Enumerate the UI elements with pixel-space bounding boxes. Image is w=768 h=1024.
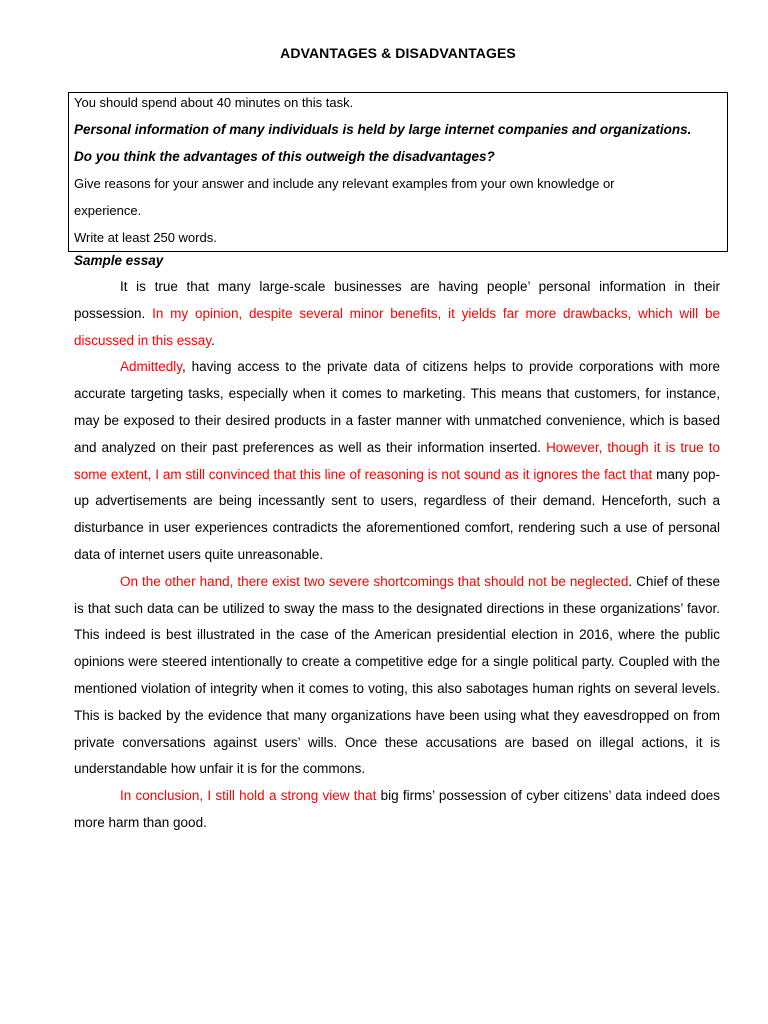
essay-highlight: Admittedly xyxy=(120,359,183,375)
task-instruction-line-2: experience. xyxy=(74,203,142,218)
essay-text: , having access to the private data of citizens helps to provide corporations with more accurate targeting tasks, especially when it comes to marketing. This means that customers, for instance, may be exposed to their desired products in a faster manner with unmatched convenience, which is based and analyzed on their past preferences as well as their information inserted. xyxy=(74,359,720,455)
task-word-count: Write at least 250 words. xyxy=(74,230,217,245)
task-prompt-question: Do you think the advantages of this outweigh the disadvantages? xyxy=(74,149,495,164)
essay-paragraph-conclusion xyxy=(74,783,720,837)
essay-highlight: In conclusion, I still hold a strong view that xyxy=(120,788,377,804)
document-title: ADVANTAGES & DISADVANTAGES xyxy=(280,45,516,61)
essay-highlight: On the other hand, there exist two severe shortcomings that should not be neglected xyxy=(120,573,629,589)
essay-highlight: In my opinion, despite several minor benefits, it yields far more drawbacks, which will be discussed in this essay xyxy=(74,305,720,348)
essay-text: . xyxy=(211,332,215,348)
task-box xyxy=(68,92,728,252)
task-prompt-statement: Personal information of many individuals is held by large internet companies and organizations. xyxy=(74,122,692,137)
sample-essay-body xyxy=(74,274,720,837)
essay-highlight: However, though it is true to some extent, I am still convinced that this line of reasoning is not sound as it ignores the fact that xyxy=(74,439,720,482)
essay-text: big firms’ possession of cyber citizens’ data indeed does more harm than good. xyxy=(74,788,720,830)
essay-paragraph-body-1 xyxy=(74,354,720,568)
essay-paragraph-introduction xyxy=(74,274,720,354)
sample-essay-heading: Sample essay xyxy=(74,253,164,268)
essay-text: It is true that many large-scale businesses are having people’ personal information in their possession. xyxy=(74,279,720,321)
task-time-instruction: You should spend about 40 minutes on this task. xyxy=(74,95,354,110)
essay-paragraph-body-2 xyxy=(74,569,720,783)
task-instruction-line-1: Give reasons for your answer and include any relevant examples from your own knowledge or xyxy=(74,176,615,191)
essay-text: . Chief of these is that such data can be utilized to sway the mass to the designated directions in these organizations’ favor. This indeed is best illustrated in the case of the American presidential election in 2016, where the public opinions were steered intentionally to create a competitive edge for a single political party. Coupled with the mentioned violation of integrity when it comes to voting, this also sabotages human rights on several levels. This is backed by the evidence that many organizations have been using what they eavesdropped on from private conversations against users’ wills. Once these accusations are based on illegal actions, it is understandable how unfair it is for the commons. xyxy=(74,573,720,777)
essay-text: many pop-up advertisements are being incessantly sent to users, regardless of their demand. Henceforth, such a disturbance in user experiences contradicts the aforementioned comfort, rendering such a use of personal data of internet users quite unreasonable. xyxy=(74,466,720,562)
